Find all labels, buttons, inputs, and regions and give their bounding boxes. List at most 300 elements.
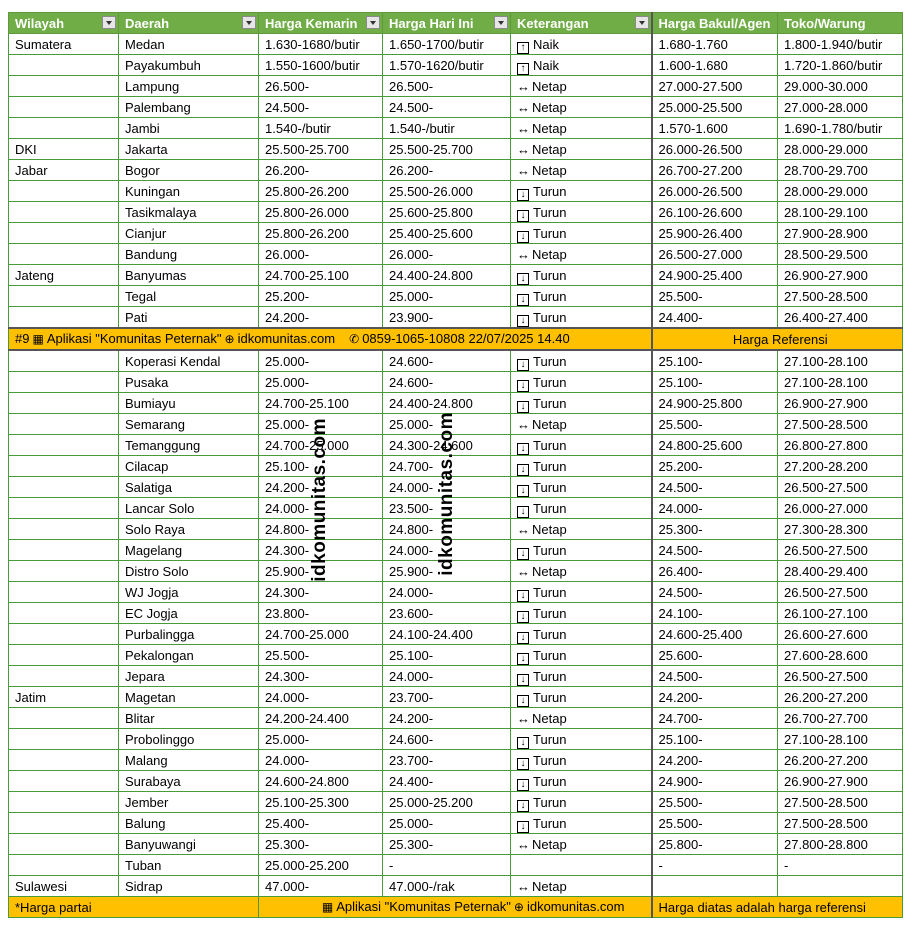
- cell-keterangan[interactable]: [511, 792, 652, 813]
- cell-keterangan[interactable]: [511, 855, 652, 876]
- cell-harga-bakul[interactable]: 26.100-26.600: [652, 202, 778, 223]
- cell-wilayah[interactable]: [9, 350, 119, 372]
- cell-harga-bakul[interactable]: 24.900-: [652, 771, 778, 792]
- cell-toko-warung[interactable]: 26.500-27.500: [778, 540, 903, 561]
- cell-toko-warung[interactable]: 1.800-1.940/butir: [778, 34, 903, 55]
- cell-toko-warung[interactable]: 26.400-27.400: [778, 307, 903, 329]
- cell-wilayah[interactable]: [9, 372, 119, 393]
- cell-harga-bakul[interactable]: 1.600-1.680: [652, 55, 778, 76]
- cell-harga-kemarin[interactable]: 25.500-25.700: [259, 139, 383, 160]
- cell-keterangan[interactable]: [511, 118, 652, 139]
- cell-daerah[interactable]: Semarang: [119, 414, 259, 435]
- cell-harga-kemarin[interactable]: 23.800-: [259, 603, 383, 624]
- cell-wilayah[interactable]: [9, 708, 119, 729]
- band-website[interactable]: idkomunitas.com: [237, 331, 336, 346]
- cell-harga-bakul[interactable]: 26.500-27.000: [652, 244, 778, 265]
- arrow-down-icon: ↓: [517, 653, 529, 665]
- cell-harga-bakul[interactable]: 25.500-: [652, 414, 778, 435]
- cell-toko-warung[interactable]: 26.900-27.900: [778, 265, 903, 286]
- cell-wilayah[interactable]: [9, 582, 119, 603]
- cell-harga-hari-ini[interactable]: 24.400-24.800: [383, 265, 511, 286]
- cell-keterangan[interactable]: [511, 561, 652, 582]
- cell-keterangan[interactable]: [511, 181, 652, 202]
- cell-daerah[interactable]: EC Jogja: [119, 603, 259, 624]
- cell-toko-warung[interactable]: 26.000-27.000: [778, 498, 903, 519]
- cell-harga-hari-ini[interactable]: 23.500-: [383, 498, 511, 519]
- cell-harga-kemarin[interactable]: 1.540-/butir: [259, 118, 383, 139]
- cell-harga-bakul[interactable]: 24.500-: [652, 540, 778, 561]
- cell-daerah[interactable]: Salatiga: [119, 477, 259, 498]
- cell-harga-hari-ini[interactable]: 24.700-: [383, 456, 511, 477]
- cell-harga-bakul[interactable]: 27.000-27.500: [652, 76, 778, 97]
- cell-wilayah[interactable]: [9, 181, 119, 202]
- cell-daerah[interactable]: Tegal: [119, 286, 259, 307]
- cell-harga-hari-ini[interactable]: 23.600-: [383, 603, 511, 624]
- cell-keterangan[interactable]: [511, 307, 652, 329]
- band-phone[interactable]: 0859-1065-10808: [362, 331, 465, 346]
- cell-harga-hari-ini[interactable]: 24.100-24.400: [383, 624, 511, 645]
- cell-harga-hari-ini[interactable]: 26.000-: [383, 244, 511, 265]
- cell-toko-warung[interactable]: 28.700-29.700: [778, 160, 903, 181]
- cell-toko-warung[interactable]: 26.500-27.500: [778, 666, 903, 687]
- footer-website[interactable]: idkomunitas.com: [526, 899, 625, 914]
- cell-toko-warung[interactable]: 28.100-29.100: [778, 202, 903, 223]
- cell-harga-kemarin[interactable]: 24.000-: [259, 687, 383, 708]
- cell-daerah[interactable]: Banyumas: [119, 265, 259, 286]
- header-harga-hari-ini[interactable]: Harga Hari Ini: [383, 13, 511, 34]
- cell-toko-warung[interactable]: 1.690-1.780/butir: [778, 118, 903, 139]
- cell-harga-hari-ini[interactable]: 25.000-25.200: [383, 792, 511, 813]
- cell-keterangan[interactable]: [511, 372, 652, 393]
- cell-daerah[interactable]: Palembang: [119, 97, 259, 118]
- cell-harga-hari-ini[interactable]: 23.900-: [383, 307, 511, 329]
- cell-keterangan[interactable]: [511, 414, 652, 435]
- cell-toko-warung[interactable]: 26.900-27.900: [778, 393, 903, 414]
- cell-toko-warung[interactable]: 26.500-27.500: [778, 582, 903, 603]
- cell-harga-hari-ini[interactable]: 24.500-: [383, 97, 511, 118]
- cell-harga-hari-ini[interactable]: 24.000-: [383, 666, 511, 687]
- cell-harga-hari-ini[interactable]: 26.500-: [383, 76, 511, 97]
- cell-daerah[interactable]: Jepara: [119, 666, 259, 687]
- cell-harga-bakul[interactable]: 25.800-: [652, 834, 778, 855]
- cell-daerah[interactable]: Pekalongan: [119, 645, 259, 666]
- cell-harga-kemarin[interactable]: 26.200-: [259, 160, 383, 181]
- cell-wilayah[interactable]: [9, 244, 119, 265]
- cell-daerah[interactable]: Malang: [119, 750, 259, 771]
- cell-daerah[interactable]: Probolinggo: [119, 729, 259, 750]
- cell-daerah[interactable]: Balung: [119, 813, 259, 834]
- cell-toko-warung[interactable]: 26.800-27.800: [778, 435, 903, 456]
- cell-harga-bakul[interactable]: 24.200-: [652, 750, 778, 771]
- cell-harga-bakul[interactable]: 24.500-: [652, 666, 778, 687]
- cell-harga-bakul[interactable]: 24.400-: [652, 307, 778, 329]
- cell-harga-kemarin[interactable]: 1.550-1600/butir: [259, 55, 383, 76]
- cell-harga-kemarin[interactable]: 24.000-: [259, 498, 383, 519]
- cell-harga-kemarin[interactable]: 24.700-25.100: [259, 265, 383, 286]
- filter-dropdown-icon[interactable]: [635, 16, 649, 29]
- cell-wilayah[interactable]: [9, 645, 119, 666]
- cell-keterangan[interactable]: [511, 435, 652, 456]
- cell-harga-kemarin[interactable]: 25.000-25.200: [259, 855, 383, 876]
- cell-toko-warung[interactable]: -: [778, 855, 903, 876]
- header-wilayah[interactable]: Wilayah: [9, 13, 119, 34]
- cell-toko-warung[interactable]: 1.720-1.860/butir: [778, 55, 903, 76]
- cell-harga-bakul[interactable]: 25.100-: [652, 372, 778, 393]
- cell-harga-kemarin[interactable]: 47.000-: [259, 876, 383, 897]
- cell-harga-kemarin[interactable]: 24.300-: [259, 666, 383, 687]
- cell-keterangan[interactable]: [511, 244, 652, 265]
- cell-harga-hari-ini[interactable]: 25.000-: [383, 286, 511, 307]
- cell-wilayah[interactable]: [9, 750, 119, 771]
- cell-daerah[interactable]: Bandung: [119, 244, 259, 265]
- cell-keterangan[interactable]: [511, 76, 652, 97]
- cell-toko-warung[interactable]: 26.200-27.200: [778, 687, 903, 708]
- cell-keterangan[interactable]: [511, 708, 652, 729]
- cell-daerah[interactable]: Kuningan: [119, 181, 259, 202]
- cell-keterangan[interactable]: [511, 813, 652, 834]
- filter-dropdown-icon[interactable]: [494, 16, 508, 29]
- cell-harga-kemarin[interactable]: 24.200-24.400: [259, 708, 383, 729]
- cell-toko-warung[interactable]: 27.300-28.300: [778, 519, 903, 540]
- cell-harga-kemarin[interactable]: 25.000-: [259, 372, 383, 393]
- cell-keterangan[interactable]: [511, 160, 652, 181]
- cell-keterangan[interactable]: [511, 55, 652, 76]
- cell-harga-bakul[interactable]: 25.600-: [652, 645, 778, 666]
- cell-harga-kemarin[interactable]: 24.700-25.000: [259, 624, 383, 645]
- cell-keterangan[interactable]: [511, 666, 652, 687]
- cell-harga-hari-ini[interactable]: 24.000-: [383, 540, 511, 561]
- cell-harga-bakul[interactable]: 24.900-25.800: [652, 393, 778, 414]
- cell-harga-bakul[interactable]: 25.200-: [652, 456, 778, 477]
- cell-harga-bakul[interactable]: 25.300-: [652, 519, 778, 540]
- cell-harga-kemarin[interactable]: 25.400-: [259, 813, 383, 834]
- cell-toko-warung[interactable]: 27.500-28.500: [778, 792, 903, 813]
- cell-daerah[interactable]: Surabaya: [119, 771, 259, 792]
- cell-harga-bakul[interactable]: 25.500-: [652, 792, 778, 813]
- cell-toko-warung[interactable]: 28.500-29.500: [778, 244, 903, 265]
- cell-harga-bakul[interactable]: 24.100-: [652, 603, 778, 624]
- cell-harga-hari-ini[interactable]: 26.200-: [383, 160, 511, 181]
- cell-harga-kemarin[interactable]: 24.500-: [259, 97, 383, 118]
- cell-harga-hari-ini[interactable]: 1.540-/butir: [383, 118, 511, 139]
- cell-keterangan[interactable]: [511, 350, 652, 372]
- cell-harga-hari-ini[interactable]: 24.200-: [383, 708, 511, 729]
- cell-harga-bakul[interactable]: -: [652, 855, 778, 876]
- cell-harga-kemarin[interactable]: 25.800-26.000: [259, 202, 383, 223]
- cell-daerah[interactable]: Tuban: [119, 855, 259, 876]
- cell-toko-warung[interactable]: [778, 876, 903, 897]
- cell-wilayah[interactable]: [9, 561, 119, 582]
- cell-wilayah[interactable]: [9, 540, 119, 561]
- cell-keterangan[interactable]: [511, 202, 652, 223]
- cell-wilayah[interactable]: [9, 792, 119, 813]
- cell-harga-hari-ini[interactable]: 24.600-: [383, 729, 511, 750]
- cell-harga-bakul[interactable]: 26.400-: [652, 561, 778, 582]
- cell-harga-bakul[interactable]: 26.000-26.500: [652, 139, 778, 160]
- cell-toko-warung[interactable]: 27.500-28.500: [778, 414, 903, 435]
- cell-wilayah[interactable]: [9, 55, 119, 76]
- cell-wilayah[interactable]: Jatim: [9, 687, 119, 708]
- cell-harga-hari-ini[interactable]: 25.500-26.000: [383, 181, 511, 202]
- cell-harga-bakul[interactable]: 25.000-25.500: [652, 97, 778, 118]
- cell-keterangan[interactable]: [511, 582, 652, 603]
- cell-toko-warung[interactable]: 27.500-28.500: [778, 286, 903, 307]
- cell-harga-hari-ini[interactable]: 23.700-: [383, 750, 511, 771]
- cell-toko-warung[interactable]: 26.200-27.200: [778, 750, 903, 771]
- cell-toko-warung[interactable]: 26.700-27.700: [778, 708, 903, 729]
- cell-keterangan[interactable]: [511, 498, 652, 519]
- cell-daerah[interactable]: Jakarta: [119, 139, 259, 160]
- cell-keterangan[interactable]: [511, 750, 652, 771]
- cell-daerah[interactable]: Medan: [119, 34, 259, 55]
- cell-harga-kemarin[interactable]: 24.200-: [259, 477, 383, 498]
- filter-dropdown-icon[interactable]: [366, 16, 380, 29]
- cell-harga-kemarin[interactable]: 25.300-: [259, 834, 383, 855]
- cell-keterangan[interactable]: [511, 771, 652, 792]
- cell-harga-bakul[interactable]: 24.000-: [652, 498, 778, 519]
- cell-wilayah[interactable]: [9, 393, 119, 414]
- cell-wilayah[interactable]: [9, 624, 119, 645]
- cell-keterangan[interactable]: [511, 393, 652, 414]
- cell-keterangan[interactable]: [511, 97, 652, 118]
- cell-toko-warung[interactable]: 28.000-29.000: [778, 139, 903, 160]
- cell-toko-warung[interactable]: 27.500-28.500: [778, 813, 903, 834]
- cell-harga-kemarin[interactable]: 24.300-: [259, 540, 383, 561]
- cell-toko-warung[interactable]: 26.900-27.900: [778, 771, 903, 792]
- cell-daerah[interactable]: Jember: [119, 792, 259, 813]
- cell-toko-warung[interactable]: 27.100-28.100: [778, 729, 903, 750]
- cell-keterangan[interactable]: [511, 876, 652, 897]
- cell-daerah[interactable]: Tasikmalaya: [119, 202, 259, 223]
- cell-harga-kemarin[interactable]: 1.630-1680/butir: [259, 34, 383, 55]
- cell-harga-hari-ini[interactable]: 25.000-: [383, 813, 511, 834]
- cell-toko-warung[interactable]: 27.900-28.900: [778, 223, 903, 244]
- cell-harga-bakul[interactable]: 25.100-: [652, 729, 778, 750]
- cell-harga-kemarin[interactable]: 24.600-24.800: [259, 771, 383, 792]
- cell-harga-bakul[interactable]: 25.500-: [652, 286, 778, 307]
- cell-harga-bakul[interactable]: [652, 876, 778, 897]
- cell-daerah[interactable]: Magelang: [119, 540, 259, 561]
- cell-daerah[interactable]: Bumiayu: [119, 393, 259, 414]
- cell-wilayah[interactable]: [9, 477, 119, 498]
- cell-harga-kemarin[interactable]: 25.500-: [259, 645, 383, 666]
- cell-harga-kemarin[interactable]: 25.900-: [259, 561, 383, 582]
- cell-wilayah[interactable]: Sulawesi: [9, 876, 119, 897]
- cell-wilayah[interactable]: [9, 456, 119, 477]
- cell-harga-kemarin[interactable]: 25.000-: [259, 414, 383, 435]
- cell-harga-hari-ini[interactable]: 24.000-: [383, 582, 511, 603]
- cell-wilayah[interactable]: [9, 729, 119, 750]
- cell-wilayah[interactable]: [9, 286, 119, 307]
- cell-harga-hari-ini[interactable]: 24.000-: [383, 477, 511, 498]
- cell-wilayah[interactable]: Jateng: [9, 265, 119, 286]
- cell-keterangan[interactable]: [511, 834, 652, 855]
- filter-dropdown-icon[interactable]: [242, 16, 256, 29]
- cell-harga-hari-ini[interactable]: 25.100-: [383, 645, 511, 666]
- header-row: [9, 13, 903, 34]
- cell-harga-bakul[interactable]: 1.680-1.760: [652, 34, 778, 55]
- cell-daerah[interactable]: Lampung: [119, 76, 259, 97]
- cell-keterangan[interactable]: [511, 645, 652, 666]
- cell-harga-bakul[interactable]: 1.570-1.600: [652, 118, 778, 139]
- cell-wilayah[interactable]: [9, 202, 119, 223]
- cell-keterangan[interactable]: [511, 456, 652, 477]
- cell-wilayah[interactable]: [9, 307, 119, 329]
- cell-daerah[interactable]: Payakumbuh: [119, 55, 259, 76]
- cell-daerah[interactable]: Blitar: [119, 708, 259, 729]
- cell-harga-bakul[interactable]: 24.500-: [652, 477, 778, 498]
- cell-wilayah[interactable]: [9, 855, 119, 876]
- cell-wilayah[interactable]: [9, 414, 119, 435]
- cell-toko-warung[interactable]: 28.000-29.000: [778, 181, 903, 202]
- cell-keterangan[interactable]: [511, 223, 652, 244]
- cell-harga-hari-ini[interactable]: 25.600-25.800: [383, 202, 511, 223]
- cell-toko-warung[interactable]: 27.100-28.100: [778, 372, 903, 393]
- cell-wilayah[interactable]: Jabar: [9, 160, 119, 181]
- cell-wilayah[interactable]: [9, 76, 119, 97]
- cell-harga-kemarin[interactable]: 26.000-: [259, 244, 383, 265]
- cell-harga-hari-ini[interactable]: 25.500-25.700: [383, 139, 511, 160]
- header-harga-kemarin[interactable]: Harga Kemarin: [259, 13, 383, 34]
- cell-keterangan[interactable]: [511, 603, 652, 624]
- cell-harga-hari-ini[interactable]: -: [383, 855, 511, 876]
- cell-daerah[interactable]: Temanggung: [119, 435, 259, 456]
- cell-keterangan[interactable]: [511, 540, 652, 561]
- cell-harga-kemarin[interactable]: 25.800-26.200: [259, 181, 383, 202]
- cell-keterangan[interactable]: [511, 34, 652, 55]
- cell-wilayah[interactable]: [9, 666, 119, 687]
- cell-toko-warung[interactable]: 28.400-29.400: [778, 561, 903, 582]
- cell-wilayah[interactable]: Sumatera: [9, 34, 119, 55]
- cell-daerah[interactable]: Lancar Solo: [119, 498, 259, 519]
- cell-harga-bakul[interactable]: 25.100-: [652, 350, 778, 372]
- cell-toko-warung[interactable]: 27.800-28.800: [778, 834, 903, 855]
- cell-daerah[interactable]: Sidrap: [119, 876, 259, 897]
- cell-daerah[interactable]: Koperasi Kendal: [119, 350, 259, 372]
- cell-daerah[interactable]: Distro Solo: [119, 561, 259, 582]
- cell-harga-kemarin[interactable]: 24.200-: [259, 307, 383, 329]
- cell-wilayah[interactable]: [9, 813, 119, 834]
- cell-harga-kemarin[interactable]: 26.500-: [259, 76, 383, 97]
- cell-harga-bakul[interactable]: 25.900-26.400: [652, 223, 778, 244]
- cell-harga-kemarin[interactable]: 25.100-: [259, 456, 383, 477]
- filter-dropdown-icon[interactable]: [102, 16, 116, 29]
- cell-harga-kemarin[interactable]: 24.800-: [259, 519, 383, 540]
- cell-harga-hari-ini[interactable]: 24.400-: [383, 771, 511, 792]
- cell-harga-bakul[interactable]: 24.800-25.600: [652, 435, 778, 456]
- cell-harga-kemarin[interactable]: 24.700-25.100: [259, 393, 383, 414]
- header-keterangan[interactable]: Keterangan: [511, 13, 652, 34]
- cell-toko-warung[interactable]: 26.600-27.600: [778, 624, 903, 645]
- cell-harga-hari-ini[interactable]: 24.400-24.800: [383, 393, 511, 414]
- cell-daerah[interactable]: Bogor: [119, 160, 259, 181]
- header-daerah[interactable]: Daerah: [119, 13, 259, 34]
- cell-harga-kemarin[interactable]: 25.100-25.300: [259, 792, 383, 813]
- cell-wilayah[interactable]: [9, 223, 119, 244]
- cell-daerah[interactable]: Banyuwangi: [119, 834, 259, 855]
- cell-harga-kemarin[interactable]: 25.000-: [259, 729, 383, 750]
- cell-harga-hari-ini[interactable]: 1.650-1700/butir: [383, 34, 511, 55]
- cell-daerah[interactable]: Solo Raya: [119, 519, 259, 540]
- cell-daerah[interactable]: Jambi: [119, 118, 259, 139]
- cell-harga-kemarin[interactable]: 25.200-: [259, 286, 383, 307]
- cell-daerah[interactable]: Pati: [119, 307, 259, 329]
- cell-toko-warung[interactable]: 27.200-28.200: [778, 456, 903, 477]
- cell-toko-warung[interactable]: 27.000-28.000: [778, 97, 903, 118]
- keterangan-label: Turun: [533, 437, 567, 453]
- cell-keterangan[interactable]: [511, 624, 652, 645]
- cell-harga-hari-ini[interactable]: 25.400-25.600: [383, 223, 511, 244]
- table-row: [9, 350, 903, 372]
- cell-harga-kemarin[interactable]: 24.700-25.000: [259, 435, 383, 456]
- cell-wilayah[interactable]: [9, 603, 119, 624]
- cell-harga-bakul[interactable]: 24.900-25.400: [652, 265, 778, 286]
- cell-keterangan[interactable]: [511, 519, 652, 540]
- cell-wilayah[interactable]: [9, 498, 119, 519]
- cell-daerah[interactable]: Pusaka: [119, 372, 259, 393]
- cell-harga-hari-ini[interactable]: 24.800-: [383, 519, 511, 540]
- cell-wilayah[interactable]: [9, 771, 119, 792]
- cell-toko-warung[interactable]: 27.100-28.100: [778, 350, 903, 372]
- cell-daerah[interactable]: Purbalingga: [119, 624, 259, 645]
- cell-harga-bakul[interactable]: 26.000-26.500: [652, 181, 778, 202]
- cell-harga-kemarin[interactable]: 25.800-26.200: [259, 223, 383, 244]
- arrow-down-icon: ↓: [517, 294, 529, 306]
- cell-toko-warung[interactable]: 26.500-27.500: [778, 477, 903, 498]
- cell-daerah[interactable]: WJ Jogja: [119, 582, 259, 603]
- cell-harga-kemarin[interactable]: 25.000-: [259, 350, 383, 372]
- cell-harga-hari-ini[interactable]: 24.600-: [383, 372, 511, 393]
- cell-harga-bakul[interactable]: 24.700-: [652, 708, 778, 729]
- cell-wilayah[interactable]: DKI: [9, 139, 119, 160]
- cell-harga-kemarin[interactable]: 24.000-: [259, 750, 383, 771]
- cell-keterangan[interactable]: [511, 139, 652, 160]
- cell-keterangan[interactable]: [511, 477, 652, 498]
- cell-harga-hari-ini[interactable]: 24.300-24.600: [383, 435, 511, 456]
- cell-harga-hari-ini[interactable]: 1.570-1620/butir: [383, 55, 511, 76]
- cell-daerah[interactable]: Cianjur: [119, 223, 259, 244]
- cell-daerah[interactable]: Cilacap: [119, 456, 259, 477]
- cell-toko-warung[interactable]: 26.100-27.100: [778, 603, 903, 624]
- cell-keterangan[interactable]: [511, 729, 652, 750]
- cell-harga-bakul[interactable]: 24.200-: [652, 687, 778, 708]
- cell-toko-warung[interactable]: 29.000-30.000: [778, 76, 903, 97]
- cell-wilayah[interactable]: [9, 519, 119, 540]
- keterangan-label: Netap: [532, 141, 567, 157]
- cell-harga-kemarin[interactable]: 24.300-: [259, 582, 383, 603]
- cell-harga-bakul[interactable]: 24.600-25.400: [652, 624, 778, 645]
- cell-toko-warung[interactable]: 27.600-28.600: [778, 645, 903, 666]
- cell-harga-hari-ini[interactable]: 47.000-/rak: [383, 876, 511, 897]
- cell-harga-hari-ini[interactable]: 25.000-: [383, 414, 511, 435]
- cell-harga-bakul[interactable]: 25.500-: [652, 813, 778, 834]
- cell-harga-bakul[interactable]: 24.500-: [652, 582, 778, 603]
- cell-wilayah[interactable]: [9, 435, 119, 456]
- cell-wilayah[interactable]: [9, 97, 119, 118]
- cell-harga-hari-ini[interactable]: 25.300-: [383, 834, 511, 855]
- cell-wilayah[interactable]: [9, 118, 119, 139]
- cell-keterangan[interactable]: [511, 286, 652, 307]
- cell-keterangan[interactable]: [511, 265, 652, 286]
- cell-harga-hari-ini[interactable]: 24.600-: [383, 350, 511, 372]
- cell-keterangan[interactable]: [511, 687, 652, 708]
- cell-harga-hari-ini[interactable]: 25.900-: [383, 561, 511, 582]
- cell-daerah[interactable]: Magetan: [119, 687, 259, 708]
- keterangan-label: Netap: [532, 521, 567, 537]
- cell-harga-hari-ini[interactable]: 23.700-: [383, 687, 511, 708]
- cell-wilayah[interactable]: [9, 834, 119, 855]
- cell-harga-bakul[interactable]: 26.700-27.200: [652, 160, 778, 181]
